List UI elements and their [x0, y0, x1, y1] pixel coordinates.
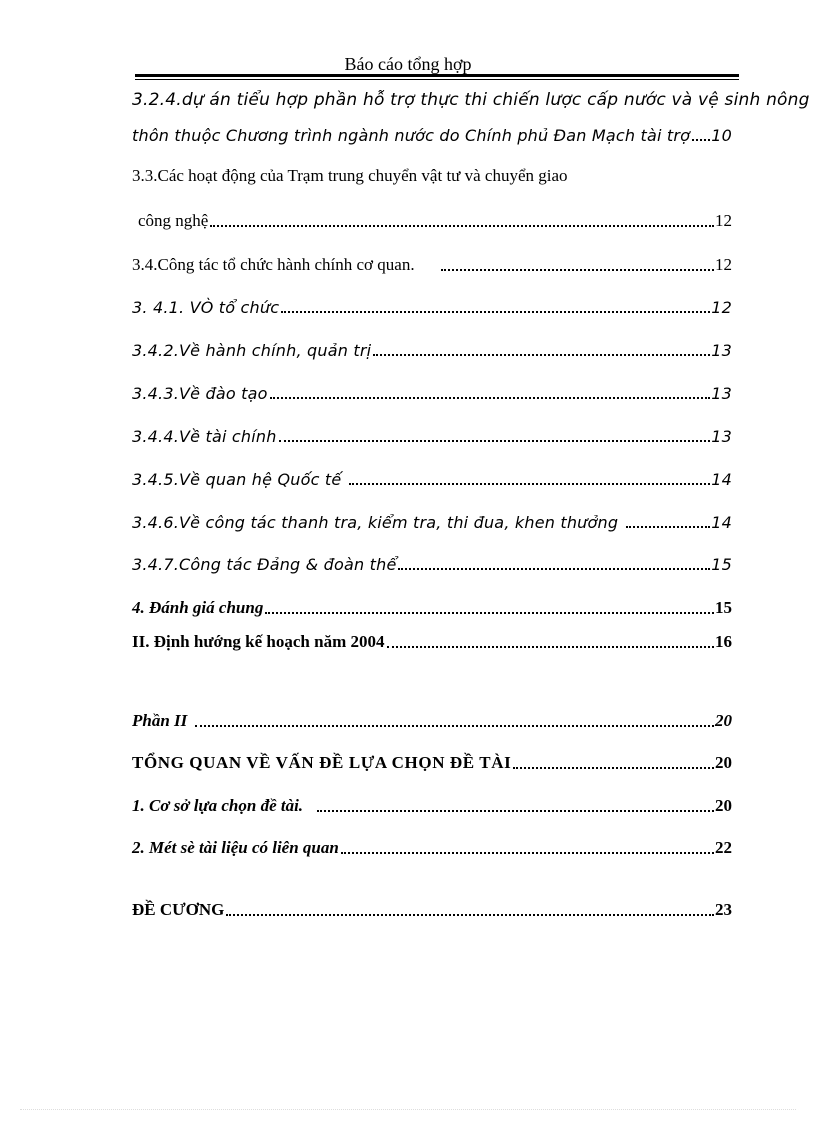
- toc-entry-label: 3.4.6.Về công tác thanh tra, kiểm tra, thi đua, khen thưởng: [132, 513, 619, 532]
- toc-page-number: 16: [715, 632, 732, 651]
- toc-page-number: 14: [711, 513, 732, 532]
- toc-page-number: 22: [715, 838, 732, 857]
- leader-dots: [270, 396, 711, 399]
- toc-entry-label: II. Định hướng kế hoạch năm 2004: [132, 632, 385, 651]
- toc-entry-3-4-3[interactable]: [132, 377, 732, 403]
- leader-dots: [265, 611, 714, 614]
- toc-entry-label: ĐỀ CƯƠNG: [132, 900, 225, 919]
- toc-page-number: 13: [711, 427, 732, 446]
- toc-page-number: 12: [711, 298, 732, 317]
- footer-dotted-line: [20, 1108, 796, 1110]
- toc-entry-label: thôn thuộc Chương trình ngành nước do Chính phủ Đan Mạch tài trợ: [132, 126, 691, 145]
- toc-page-number: 23: [715, 900, 732, 919]
- toc-entry-label: 3. 4.1. VÒ tổ chức: [132, 298, 280, 317]
- toc-entry-label: công nghệ: [138, 211, 209, 230]
- toc-entry-3-3-line1: 3.3.Các hoạt động của Trạm trung chuyển vật tư và chuyển giao: [132, 166, 568, 185]
- toc-entry-3-3[interactable]: [138, 205, 732, 231]
- toc-page-number: 20: [715, 753, 732, 772]
- leader-dots: [441, 268, 714, 271]
- toc-page-number: 13: [711, 341, 732, 360]
- leader-dots: [692, 138, 710, 141]
- toc-entry-3-4-5[interactable]: [132, 463, 732, 489]
- toc-entry-3-4[interactable]: [132, 249, 732, 275]
- toc-entry-label: 3.4.5.Về quan hệ Quốc tế: [132, 470, 342, 489]
- toc-entry-tai-lieu[interactable]: [132, 832, 732, 858]
- toc-entry-ii[interactable]: [132, 626, 732, 652]
- toc-entry-3-4-1[interactable]: [132, 291, 732, 317]
- toc-page-number: 12: [715, 255, 732, 274]
- leader-dots: [281, 310, 710, 313]
- toc-entry-de-cuong[interactable]: [132, 894, 732, 920]
- toc-page-number: 20: [715, 711, 732, 730]
- toc-page-number: 12: [715, 211, 732, 230]
- toc-entry-label: 1. Cơ sở lựa chọn đề tài.: [132, 796, 304, 815]
- leader-dots: [387, 645, 715, 648]
- toc-entry-3-4-7[interactable]: [132, 548, 732, 574]
- leader-dots: [626, 525, 710, 528]
- toc-entry-label: 3.4.Công tác tổ chức hành chính cơ quan.: [132, 255, 415, 274]
- toc-entry-4[interactable]: [132, 592, 732, 618]
- leader-dots: [317, 809, 714, 812]
- toc-page-number: 14: [711, 470, 732, 489]
- toc-entry-3-4-4[interactable]: [132, 420, 732, 446]
- leader-dots: [341, 851, 714, 854]
- leader-dots: [226, 913, 714, 916]
- toc-entry-3-2-4-line1: 3.2.4.dự án tiểu hợp phần hỗ trợ thực thi chiến lược cấp nước và vệ sinh nông: [132, 90, 810, 110]
- toc-page-number: 15: [711, 555, 732, 574]
- leader-dots: [513, 766, 714, 769]
- leader-dots: [349, 482, 710, 485]
- toc-entry-label: 4. Đánh giá chung: [132, 598, 264, 617]
- leader-dots: [398, 567, 710, 570]
- toc-entry-label: 3.4.3.Về đào tạo: [132, 384, 268, 403]
- leader-dots: [210, 224, 714, 227]
- toc-page-number: 20: [715, 796, 732, 815]
- header-title: Báo cáo tổng hợp: [344, 54, 472, 74]
- toc-page-number: 10: [711, 126, 732, 145]
- toc-entry-label: 3.4.4.Về tài chính: [132, 427, 277, 446]
- toc-entry-label: TỔNG QUAN VỀ VẤN ĐỀ LỰA CHỌN ĐỀ TÀI: [132, 753, 512, 772]
- leader-dots: [279, 439, 711, 442]
- header-rule-thick: [135, 74, 739, 77]
- toc-entry-co-so[interactable]: [132, 790, 732, 816]
- toc-entry-3-2-4[interactable]: [132, 119, 732, 145]
- toc-entry-label: 3.4.7.Công tác Đảng & đoàn thể: [132, 555, 397, 574]
- toc-entry-label: 3.4.2.Về hành chính, quản trị: [132, 341, 372, 360]
- toc-entry-tong-quan[interactable]: [132, 747, 732, 773]
- toc-entry-label: 2. Mét sè tài liệu có liên quan: [132, 838, 339, 857]
- toc-page-number: 15: [715, 598, 732, 617]
- toc-entry-phan-ii[interactable]: [132, 705, 732, 731]
- toc-entry-3-4-6[interactable]: [132, 506, 732, 532]
- header-rule-thin: [135, 79, 739, 80]
- toc-entry-3-4-2[interactable]: [132, 334, 732, 360]
- leader-dots: [373, 353, 710, 356]
- toc-entry-label: Phần II: [132, 711, 188, 730]
- toc-page-number: 13: [711, 384, 732, 403]
- leader-dots: [195, 724, 714, 727]
